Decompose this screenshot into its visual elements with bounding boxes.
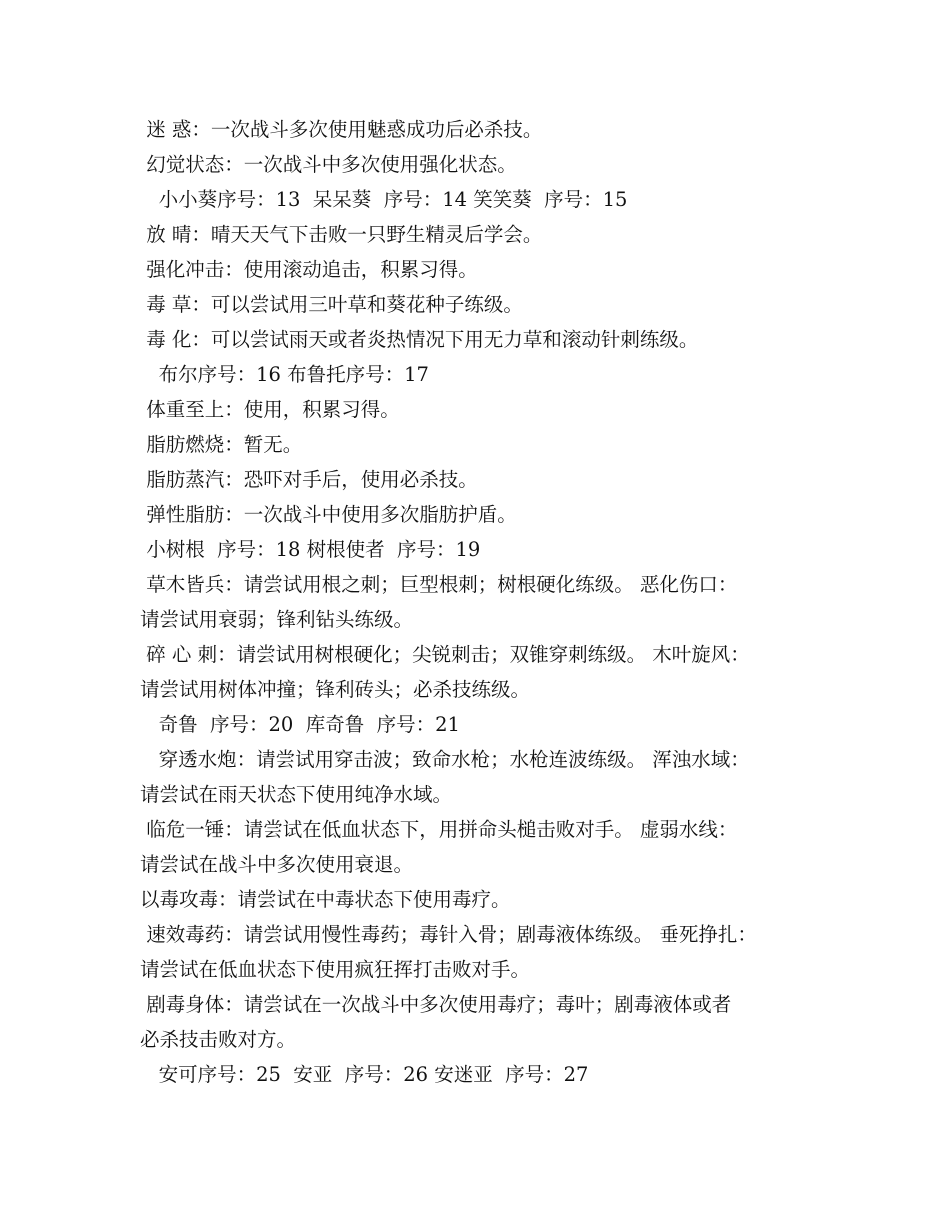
text-line: 请尝试用树体冲撞；锋利砖头；必杀技练级。 — [140, 678, 531, 701]
text-line: 速效毒药：请尝试用慢性毒药；毒针入骨；剧毒液体练级。 垂死挣扎： — [140, 923, 757, 946]
text-line: 必杀技击败对方。 — [140, 1028, 297, 1051]
text-line: 幻觉状态：一次战斗中多次使用强化状态。 — [140, 153, 517, 176]
text-line: 草木皆兵：请尝试用根之刺；巨型根刺；树根硬化练级。 恶化伤口： — [140, 573, 738, 596]
text-line: 小树根 序号：18 树根使者 序号：19 — [140, 538, 481, 561]
text-line: 小小葵序号：13 呆呆葵 序号：14 笑笑葵 序号：15 — [140, 188, 628, 211]
text-line: 放 晴：晴天天气下击败一只野生精灵后学会。 — [140, 223, 543, 246]
text-line: 迷 惑：一次战斗多次使用魅惑成功后必杀技。 — [140, 118, 543, 141]
text-line: 布尔序号：16 布鲁托序号：17 — [140, 363, 429, 386]
text-line: 体重至上：使用，积累习得。 — [140, 398, 400, 421]
text-line: 请尝试在雨天状态下使用纯净水域。 — [140, 783, 453, 806]
text-line: 脂肪蒸汽：恐吓对手后，使用必杀技。 — [140, 468, 478, 491]
text-line: 请尝试在低血状态下使用疯狂挥打击败对手。 — [140, 958, 531, 981]
text-line: 脂肪燃烧：暂无。 — [140, 433, 303, 456]
text-line: 碎 心 刺：请尝试用树根硬化；尖锐刺击；双锥穿刺练级。 木叶旋风： — [140, 643, 750, 666]
text-line: 请尝试用衰弱；锋利钻头练级。 — [140, 608, 414, 631]
text-line: 临危一锤：请尝试在低血状态下，用拼命头槌击败对手。 虚弱水线： — [140, 818, 738, 841]
text-line: 奇鲁 序号：20 库奇鲁 序号：21 — [140, 713, 460, 736]
text-line: 剧毒身体：请尝试在一次战斗中多次使用毒疗；毒叶；剧毒液体或者 — [140, 993, 732, 1016]
text-line: 穿透水炮：请尝试用穿击波；致命水枪；水枪连波练级。 浑浊水域： — [140, 748, 750, 771]
text-line: 安可序号：25 安亚 序号：26 安迷亚 序号：27 — [140, 1063, 589, 1086]
text-line: 以毒攻毒：请尝试在中毒状态下使用毒疗。 — [140, 888, 511, 911]
text-line: 毒 草：可以尝试用三叶草和葵花种子练级。 — [140, 293, 523, 316]
text-line: 请尝试在战斗中多次使用衰退。 — [140, 853, 414, 876]
text-line: 强化冲击：使用滚动追击，积累习得。 — [140, 258, 478, 281]
text-line: 毒 化：可以尝试雨天或者炎热情况下用无力草和滚动针刺练级。 — [140, 328, 699, 351]
text-line: 弹性脂肪：一次战斗中使用多次脂肪护盾。 — [140, 503, 517, 526]
